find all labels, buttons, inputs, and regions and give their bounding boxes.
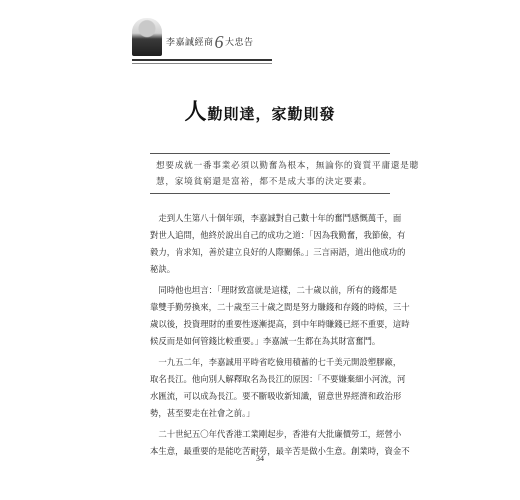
text-line: 一九五二年，李嘉誠用平時省吃儉用積蓄的七千美元開設塑膠廠， [150, 357, 402, 367]
text-line: 水匯流，可以成為長江。要不斷吸收新知識，留意世界經濟和政治形 [150, 391, 402, 401]
book-title-number: 6 [214, 32, 225, 52]
book-title-prefix: 李嘉誠經商 [166, 38, 214, 48]
chapter-title-rest: 勤則達，家勤則發 [207, 105, 336, 123]
paragraph [150, 354, 406, 422]
text-line: 二十世紀五〇年代香港工業剛起步，香港有大批廉價勞工，經營小 [150, 429, 402, 439]
chapter-title-initial: 人 [184, 99, 208, 125]
text-line: 秘訣。 [150, 264, 176, 274]
quote-rule-top [150, 153, 390, 154]
text-line: 對世人追問，他終於說出自己的成功之道：「因為我勤奮，我節儉，有 [150, 230, 406, 240]
page-number: 34 [256, 454, 264, 463]
quote-rule-bottom [150, 193, 390, 194]
pull-quote [156, 158, 420, 190]
quote-line: 慧，家境貧窮還是富裕，都不是成大事的決定要素。 [156, 177, 373, 187]
author-portrait [132, 18, 162, 56]
book-page [110, 0, 420, 500]
header-rule [132, 59, 272, 61]
book-title [166, 32, 254, 53]
text-line: 歲以後，投資理財的重要性逐漸提高，到中年時賺錢已經不重要，這時 [150, 319, 410, 329]
body-text [150, 210, 410, 464]
chapter-title [110, 95, 410, 126]
quote-line: 想要成就一番事業必須以勤奮為根本，無論你的資質平庸還是聰 [156, 161, 420, 171]
paragraph [150, 210, 406, 278]
text-line: 取名長江。他向別人解釋取名為長江的原因：「不要嫌棄細小河流，河 [150, 374, 406, 384]
text-line: 同時他也坦言：「理財致富就是這樣，二十歲以前，所有的錢都是 [150, 285, 398, 295]
text-line: 本生意，最重要的是能吃苦耐勞，最辛苦是做小生意。創業時，資金不 [150, 446, 410, 456]
text-line: 毅力，肯求知，善於建立良好的人際關係。」三言兩語，道出他成功的 [150, 247, 406, 257]
text-line: 靠雙手勤勞換來，二十歲至三十歲之間是努力賺錢和存錢的時候，三十 [150, 302, 410, 312]
running-header [110, 14, 410, 60]
paragraph [150, 282, 410, 350]
text-line: 勢，甚至要走在社會之前。」 [150, 408, 255, 418]
book-title-suffix: 大忠告 [225, 38, 254, 48]
text-line: 走到人生第八十個年頭，李嘉誠對自己數十年的奮鬥感慨萬千，面 [150, 213, 402, 223]
header-rule-thin [132, 63, 272, 64]
text-line: 候反而是如何管錢比較重要。」李嘉誠一生都在為其財富奮鬥。 [150, 336, 381, 346]
